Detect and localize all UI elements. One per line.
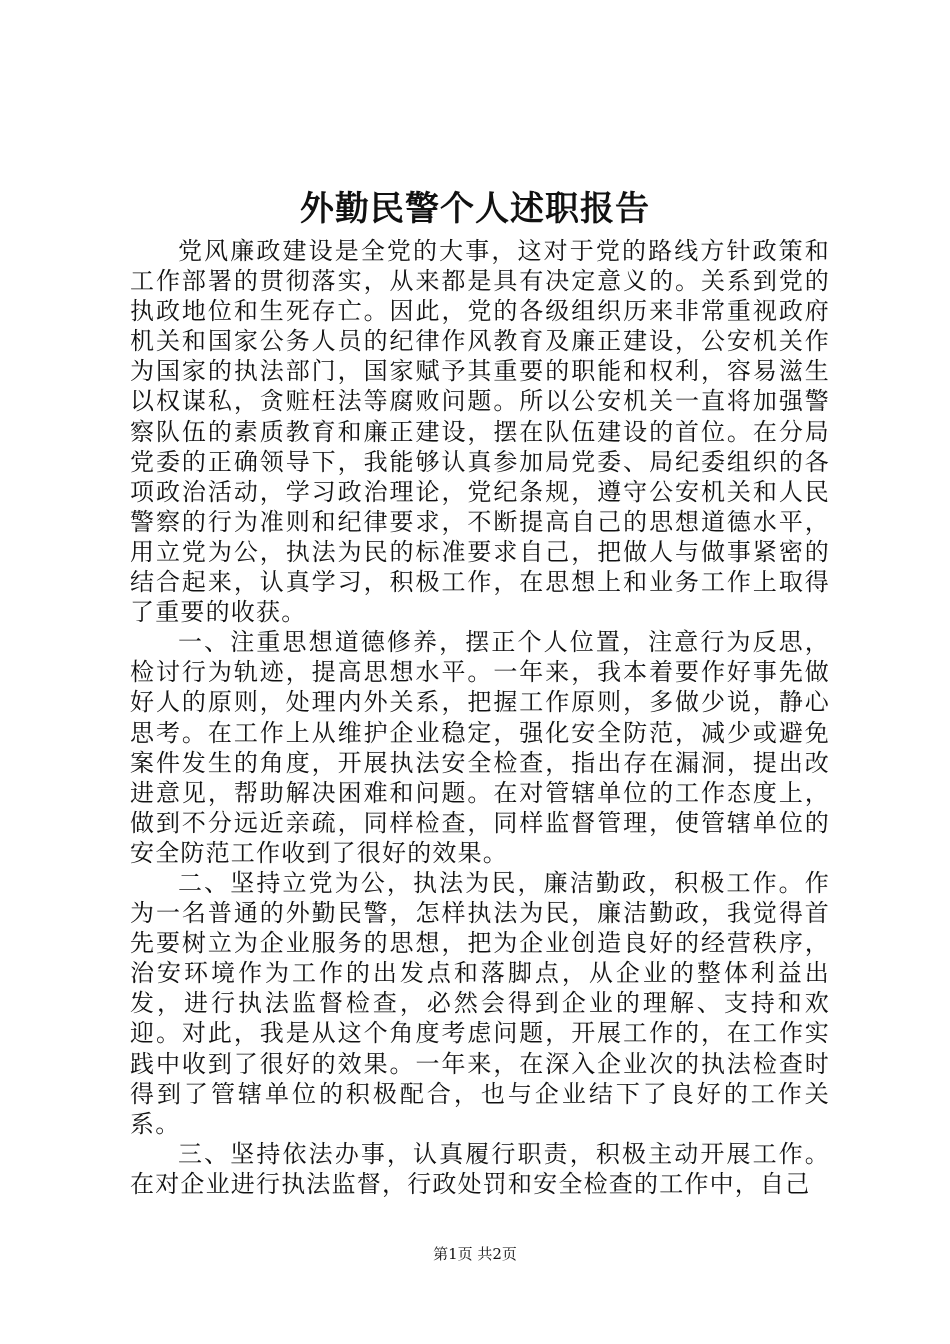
paragraph-section-3: 三、坚持依法办事，认真履行职责，积极主动开展工作。在对企业进行执法监督，行政处罚和安全检查的工作中，自己 — [130, 1139, 830, 1198]
paragraph-section-2: 二、坚持立党为公，执法为民，廉洁勤政，积极工作。作为一名普通的外勤民警，怎样执法为民，廉洁勤政，我觉得首先要树立为企业服务的思想，把为企业创造良好的经营秩序，治安环境作为工作的出发点和落脚点，从企业的整体利益出发，进行执法监督检查，必然会得到企业的理解、支持和欢迎。对此，我是从这个角度考虑问题，开展工作的，在工作实践中收到了很好的效果。一年来，在深入企业次的执法检查时得到了管辖单位的积极配合，也与企业结下了良好的工作关系。 — [130, 868, 830, 1138]
paragraph-intro: 党风廉政建设是全党的大事，这对于党的路线方针政策和工作部署的贯彻落实，从来都是具有决定意义的。关系到党的执政地位和生死存亡。因此，党的各级组织历来非常重视政府机关和国家公务人员的纪律作风教育及廉正建设，公安机关作为国家的执法部门，国家赋予其重要的职能和权利，容易滋生以权谋私，贪赃枉法等腐败问题。所以公安机关一直将加强警察队伍的素质教育和廉正建设，摆在队伍建设的首位。在分局党委的正确领导下，我能够认真参加局党委、局纪委组织的各项政治活动，学习政治理论，党纪条规，遵守公安机关和人民警察的行为准则和纪律要求，不断提高自己的思想道德水平，用立党为公，执法为民的标准要求自己，把做人与做事紧密的结合起来，认真学习，积极工作，在思想上和业务工作上取得了重要的收获。 — [130, 237, 830, 627]
document-title: 外勤民警个人述职报告 — [300, 189, 650, 229]
page-footer: 第1页 共2页 — [433, 1245, 517, 1263]
paragraph-section-1: 一、注重思想道德修养，摆正个人位置，注意行为反思，检讨行为轨迹，提高思想水平。一年来，我本着要作好事先做好人的原则，处理内外关系，把握工作原则，多做少说，静心思考。在工作上从维护企业稳定，强化安全防范，减少或避免案件发生的角度，开展执法安全检查，指出存在漏洞，提出改进意见，帮助解决困难和问题。在对管辖单位的工作态度上，做到不分远近亲疏，同样检查，同样监督管理，使管辖单位的安全防范工作收到了很好的效果。 — [130, 628, 830, 867]
document-body — [130, 236, 830, 1199]
